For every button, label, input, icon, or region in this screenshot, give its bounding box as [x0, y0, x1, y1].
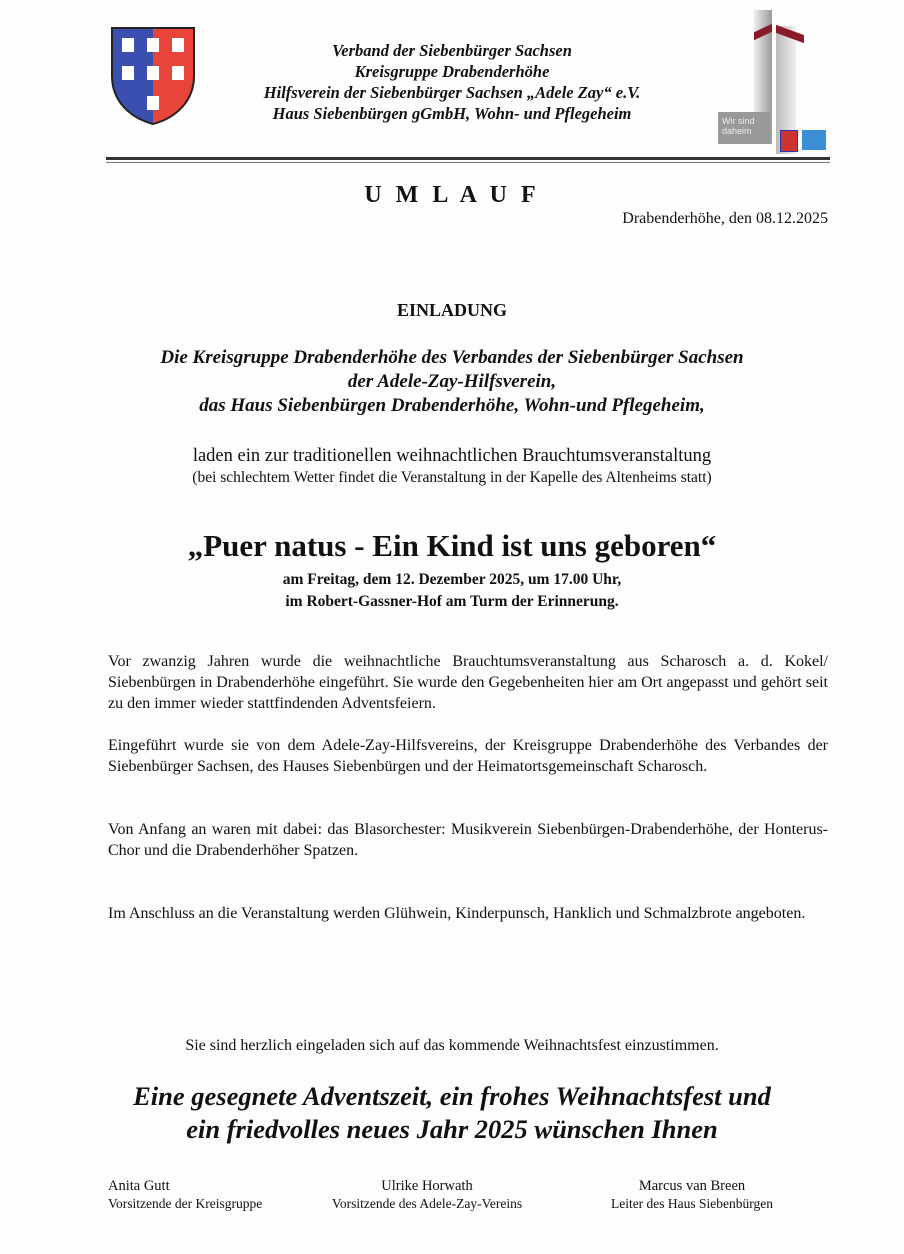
signature-role: Vorsitzende des Adele-Zay-Vereins	[331, 1196, 523, 1211]
event-date: am Freitag, dem 12. Dezember 2025, um 17.00 Uhr,	[282, 571, 622, 588]
event-details	[0, 569, 904, 613]
haus-siebenbuergen-logo	[718, 10, 830, 154]
paragraph: Im Anschluss an die Veranstaltung werden Glühwein, Kinderpunsch, Hanklich und Schmalzbrote angeboten.	[108, 905, 806, 922]
signature-role: Vorsitzende der Kreisgruppe	[108, 1196, 263, 1211]
heading: EINLADUNG	[396, 300, 507, 320]
paragraph: Von Anfang an waren mit dabei: das Blasorchester: Musikverein Siebenbürgen-Drabenderhöhe, der Honterus-Chor und die Drabenderhöher Spatzen.	[108, 821, 828, 859]
header-line: Kreisgruppe Drabenderhöhe	[354, 62, 550, 81]
host-line: das Haus Siebenbürgen Drabenderhöhe, Wohn-und Pflegeheim,	[199, 395, 705, 416]
signature	[586, 1177, 798, 1213]
header-line: Hilfsverein der Siebenbürger Sachsen „Adele Zay“ e.V.	[263, 83, 641, 102]
host-line: Die Kreisgruppe Drabenderhöhe des Verbandes der Siebenbürger Sachsen	[160, 347, 744, 368]
closing-line: Eine gesegnete Adventszeit, ein frohes Weihnachtsfest und	[133, 1081, 771, 1111]
event-title: „Puer natus - Ein Kind ist uns geboren“	[187, 528, 717, 563]
logo-tagline: Wir sind daheim	[718, 112, 770, 144]
signature	[108, 1177, 262, 1213]
host-line: der Adele-Zay-Hilfsverein,	[347, 371, 557, 392]
weather-note: (bei schlechtem Wetter findet die Veranstaltung in der Kapelle des Altenheims statt)	[192, 469, 712, 486]
event-location: im Robert-Gassner-Hof am Turm der Erinnerung.	[285, 593, 619, 610]
header-divider	[106, 157, 830, 160]
invite-line: laden ein zur traditionellen weihnachtlichen Brauchtumsveranstaltung	[192, 446, 712, 466]
closing-line: ein friedvolles neues Jahr 2025 wünschen Ihnen	[186, 1114, 718, 1144]
header-line: Verband der Siebenbürger Sachsen	[332, 41, 572, 60]
signature-name: Marcus van Breen	[638, 1178, 746, 1194]
welcome-line: Sie sind herzlich eingeladen sich auf das kommende Weihnachtsfest einzustimmen.	[185, 1037, 719, 1054]
document-title: U M L A U F	[364, 182, 540, 208]
closing	[0, 1080, 904, 1146]
signature-role: Leiter des Haus Siebenbürgen	[610, 1196, 774, 1211]
date-line: Drabenderhöhe, den 08.12.2025	[622, 210, 828, 227]
paragraph: Eingeführt wurde sie von dem Adele-Zay-Hilfsvereins, der Kreisgruppe Drabenderhöhe des Verbandes der Siebenbürger Sachsen, des Hauses Siebenbürgen und der Heimatortsgemeinschaft Scharosch.	[108, 737, 828, 775]
signature-name: Ulrike Horwath	[381, 1178, 473, 1194]
header-divider-thin	[106, 162, 830, 163]
header-line: Haus Siebenbürgen gGmbH, Wohn- und Pflegeheim	[272, 104, 632, 123]
paragraph: Vor zwanzig Jahren wurde die weihnachtliche Brauchtumsveranstaltung aus Scharosch a. d. Kokel/ Siebenbürgen in Drabenderhöhe eingeführt. Sie wurde den Gegebenheiten hier am Ort angepasst und gehört seit zu den immer wieder stattfindenden Adventsfeiern.	[108, 653, 828, 712]
signature	[318, 1177, 536, 1213]
signature-name: Anita Gutt	[108, 1178, 170, 1194]
hosts	[0, 346, 904, 418]
